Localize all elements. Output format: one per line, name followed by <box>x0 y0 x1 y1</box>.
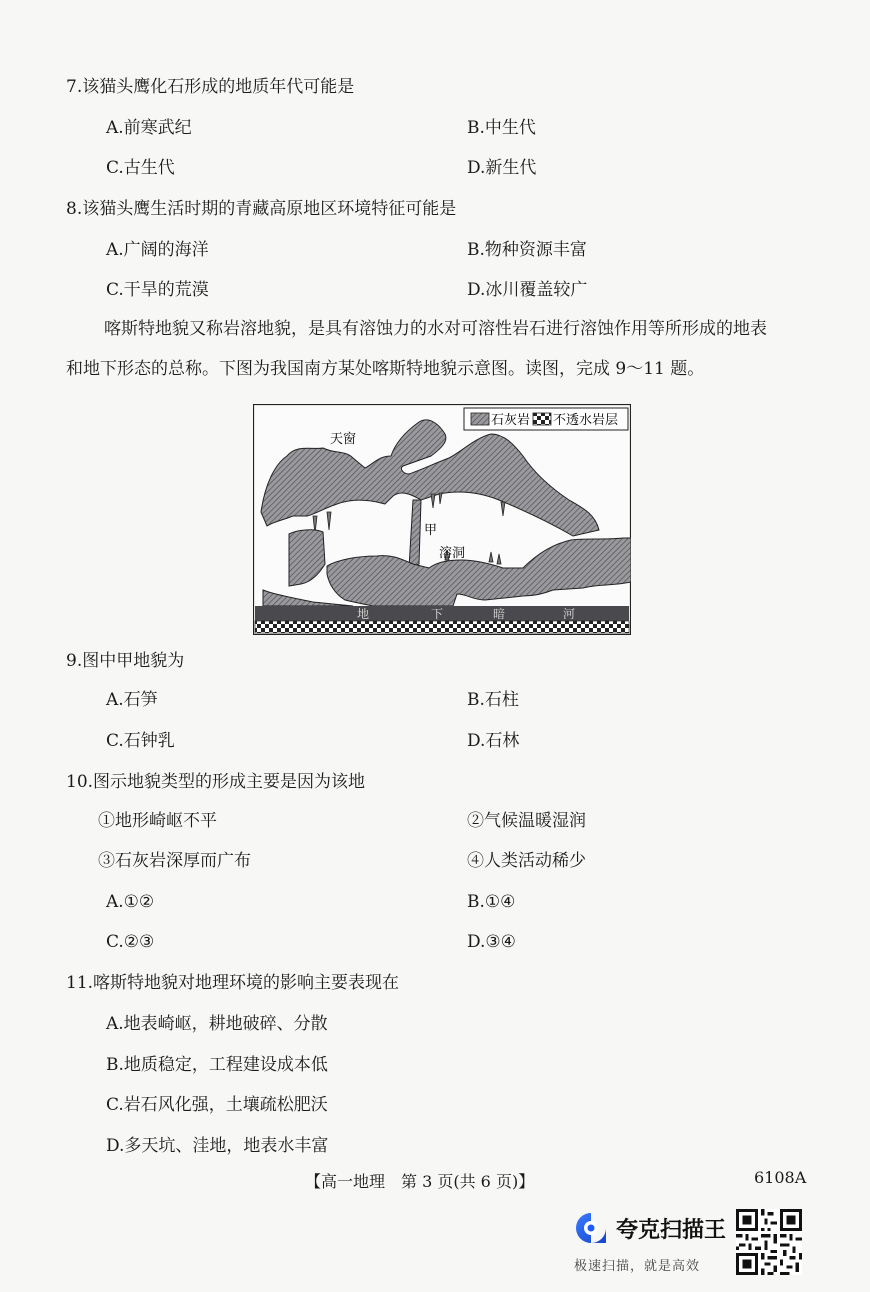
legend-limestone-label: 石灰岩 <box>491 413 531 428</box>
river-char-3: 暗 <box>493 607 506 621</box>
qr-code-icon[interactable] <box>736 1209 802 1275</box>
question-7-stem: 7.该猫头鹰化石形成的地质年代可能是 <box>66 77 355 97</box>
exam-code: 6108A <box>754 1168 807 1187</box>
question-8-option-a[interactable]: A.广阔的海洋 <box>106 240 209 260</box>
scanner-watermark <box>574 1211 726 1245</box>
river-char-2: 下 <box>431 607 444 621</box>
question-9-option-d[interactable]: D.石林 <box>467 731 520 751</box>
brand-name: 夸克扫描王 <box>616 1217 727 1243</box>
passage-line-2: 和地下形态的总称。下图为我国南方某处喀斯特地貌示意图。读图，完成 9～11 题。 <box>66 359 705 379</box>
quark-logo-icon <box>574 1211 608 1245</box>
question-11-option-a[interactable]: A.地表崎岖，耕地破碎、分散 <box>106 1014 328 1034</box>
legend-impermeable-swatch <box>533 413 551 425</box>
question-10-option-d[interactable]: D.③④ <box>467 932 516 952</box>
legend-limestone-swatch <box>471 413 489 425</box>
question-10-option-c[interactable]: C.②③ <box>106 932 155 952</box>
question-7-option-c[interactable]: C.古生代 <box>106 158 175 178</box>
question-9-option-a[interactable]: A.石笋 <box>106 690 158 710</box>
question-10-statement-2: ②气候温暖湿润 <box>467 811 586 831</box>
river-char-1: 地 <box>357 607 370 621</box>
question-8-stem: 8.该猫头鹰生活时期的青藏高原地区环境特征可能是 <box>66 199 457 219</box>
brand-slogan: 极速扫描，就是高效 <box>574 1259 701 1274</box>
question-9-stem: 9.图中甲地貌为 <box>66 651 185 671</box>
passage-line-1: 喀斯特地貌又称岩溶地貌，是具有溶蚀力的水对可溶性岩石进行溶蚀作用等所形成的地表 <box>104 319 767 339</box>
question-11-option-b[interactable]: B.地质稳定，工程建设成本低 <box>106 1055 328 1075</box>
question-10-statement-3: ③石灰岩深厚而广布 <box>98 851 251 871</box>
question-10-statement-4: ④人类活动稀少 <box>467 851 586 871</box>
question-7-option-b[interactable]: B.中生代 <box>467 118 536 138</box>
legend-impermeable-label: 不透水岩层 <box>553 413 619 428</box>
river-char-4: 河 <box>563 607 576 621</box>
question-10-stem: 10.图示地貌类型的形成主要是因为该地 <box>66 772 366 792</box>
label-cave: 溶洞 <box>439 546 466 561</box>
question-9-option-c[interactable]: C.石钟乳 <box>106 731 175 751</box>
question-8-option-b[interactable]: B.物种资源丰富 <box>467 240 587 260</box>
label-skylight: 天窗 <box>330 432 357 447</box>
label-jia: 甲 <box>424 523 438 538</box>
question-10-option-a[interactable]: A.①② <box>106 892 155 912</box>
question-11-option-c[interactable]: C.岩石风化强，土壤疏松肥沃 <box>106 1095 328 1115</box>
question-8-option-d[interactable]: D.冰川覆盖较广 <box>467 280 588 300</box>
question-11-stem: 11.喀斯特地貌对地理环境的影响主要表现在 <box>66 973 400 993</box>
question-11-option-d[interactable]: D.多天坑、洼地，地表水丰富 <box>106 1136 329 1156</box>
question-7-option-d[interactable]: D.新生代 <box>467 158 537 178</box>
question-8-option-c[interactable]: C.干旱的荒漠 <box>106 280 209 300</box>
page-footer-label: 【高一地理 第 3 页(共 6 页)】 <box>305 1172 535 1191</box>
impermeable-layer <box>255 621 629 633</box>
question-10-option-b[interactable]: B.①④ <box>467 892 516 912</box>
question-7-option-a[interactable]: A.前寒武纪 <box>106 118 192 138</box>
question-9-option-b[interactable]: B.石柱 <box>467 690 519 710</box>
question-10-statement-1: ①地形崎岖不平 <box>98 811 217 831</box>
karst-landform-diagram <box>253 404 631 635</box>
